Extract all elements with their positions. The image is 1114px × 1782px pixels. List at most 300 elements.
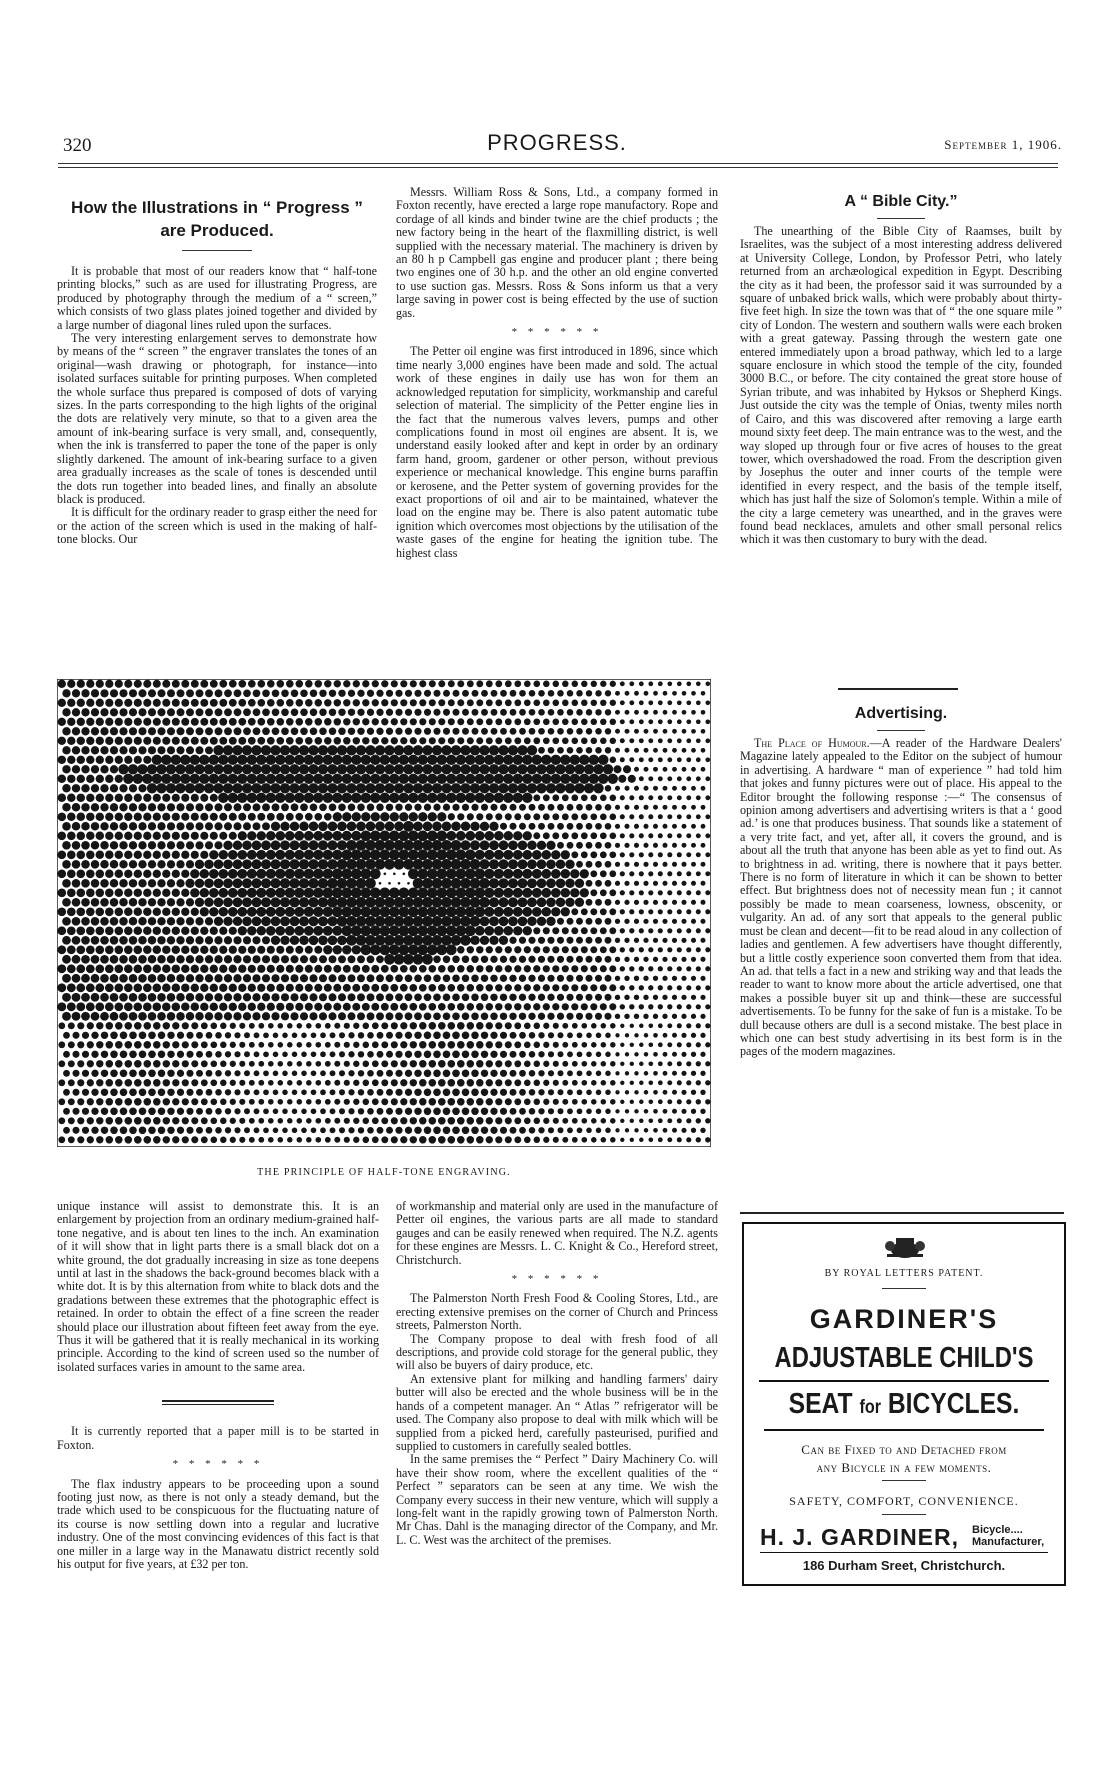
halftone-dot bbox=[546, 841, 555, 850]
halftone-dot bbox=[610, 738, 616, 744]
halftone-dot bbox=[476, 813, 483, 820]
halftone-dot bbox=[595, 975, 602, 982]
halftone-dot bbox=[395, 804, 402, 811]
halftone-dot bbox=[286, 965, 294, 973]
halftone-dot bbox=[143, 680, 151, 688]
halftone-dot bbox=[87, 1117, 94, 1124]
halftone-dot bbox=[419, 1060, 427, 1068]
halftone-dot bbox=[686, 1137, 691, 1142]
halftone-dot bbox=[357, 804, 365, 812]
halftone-dot bbox=[620, 909, 625, 914]
halftone-dot bbox=[286, 946, 294, 954]
halftone-dot bbox=[522, 793, 532, 803]
halftone-dot bbox=[672, 1052, 677, 1057]
halftone-dot bbox=[351, 906, 362, 917]
halftone-dot bbox=[324, 699, 331, 706]
halftone-dot bbox=[462, 690, 469, 697]
halftone-dot bbox=[663, 710, 668, 715]
halftone-dot bbox=[124, 737, 132, 745]
halftone-dot bbox=[233, 897, 243, 907]
halftone-dot bbox=[96, 756, 104, 764]
halftone-dot bbox=[124, 983, 133, 992]
halftone-dot bbox=[682, 691, 687, 696]
halftone-dot bbox=[615, 729, 620, 734]
halftone-dot bbox=[413, 935, 424, 946]
halftone-dot bbox=[309, 974, 317, 982]
halftone-dot bbox=[190, 869, 199, 878]
halftone-dot bbox=[244, 1051, 250, 1057]
halftone-dot bbox=[185, 879, 194, 888]
halftone-dot bbox=[239, 1099, 245, 1105]
halftone-dot bbox=[566, 994, 573, 1001]
halftone-dot bbox=[124, 680, 132, 688]
halftone-dot bbox=[513, 850, 523, 860]
halftone-dot bbox=[383, 872, 386, 875]
halftone-dot bbox=[514, 1079, 521, 1086]
halftone-dot bbox=[705, 833, 710, 838]
halftone-dot bbox=[230, 1118, 236, 1124]
halftone-dot bbox=[686, 966, 691, 971]
halftone-dot bbox=[120, 1127, 128, 1135]
halftone-dot bbox=[422, 745, 432, 755]
halftone-dot bbox=[232, 764, 242, 774]
halftone-dot bbox=[327, 764, 337, 774]
halftone-dot bbox=[432, 745, 442, 755]
halftone-dot bbox=[658, 700, 663, 705]
halftone-dot bbox=[139, 1088, 147, 1096]
halftone-dot bbox=[451, 822, 461, 832]
halftone-dot bbox=[223, 859, 233, 869]
halftone-dot bbox=[639, 681, 644, 686]
halftone-dot bbox=[58, 1136, 65, 1143]
halftone-dot bbox=[176, 746, 184, 754]
halftone-dot bbox=[447, 1079, 455, 1087]
halftone-dot bbox=[467, 965, 474, 972]
halftone-dot bbox=[63, 1051, 70, 1058]
halftone-dot bbox=[62, 689, 70, 697]
halftone-dot bbox=[248, 965, 256, 973]
halftone-dot bbox=[86, 889, 95, 898]
halftone-dot bbox=[536, 764, 546, 774]
halftone-dot bbox=[318, 764, 328, 774]
halftone-dot bbox=[286, 1003, 294, 1011]
halftone-dot bbox=[234, 803, 242, 811]
halftone-dot bbox=[457, 965, 465, 973]
halftone-dot bbox=[297, 1099, 303, 1105]
halftone-dot bbox=[327, 745, 337, 755]
halftone-dot bbox=[691, 862, 696, 867]
halftone-dot bbox=[181, 718, 189, 726]
halftone-dot bbox=[475, 831, 485, 841]
halftone-dot bbox=[362, 1003, 370, 1011]
halftone-dot bbox=[408, 755, 418, 765]
halftone-dot bbox=[495, 965, 502, 972]
halftone-dot bbox=[129, 1126, 137, 1134]
halftone-dot bbox=[467, 1098, 475, 1106]
halftone-dot bbox=[153, 1041, 161, 1049]
halftone-dot bbox=[653, 1014, 658, 1019]
halftone-dot bbox=[495, 699, 502, 706]
halftone-dot bbox=[323, 774, 333, 784]
halftone-dot bbox=[644, 1033, 649, 1038]
halftone-dot bbox=[148, 1070, 156, 1078]
halftone-dot bbox=[313, 793, 323, 803]
halftone-dot bbox=[480, 822, 489, 831]
halftone-dot bbox=[427, 755, 437, 765]
paragraph: The Petter oil engine was first introduced in 1896, since which time nearly 3,000 engines have been made and sold. The actual work of these engines in daily use has won for them an acknowledged reputation for simplicity, workmanship and careful selection of material. The simplicity of the Petter engine lies in the fact that the numerous valves levers, pumps and other complications found in most oil engines are absent. It is, we understand easily looked after and kept in order by an ordinary farm hand, groom, gardener or other person, without previous experience or mechanical knowledge. This engine burns paraffin or kerosene, and the Petter system of governing provides for the exact proportions of oil and air to be maintained, whatever the load on the engine may be. There is also patent automatic tube ignition which overcomes most objections by the utilisation of the waste gases of the engine for heating the ignition tube. The highest class bbox=[396, 344, 718, 560]
halftone-dot bbox=[110, 1108, 118, 1116]
halftone-dot bbox=[182, 1022, 189, 1029]
paragraph: It is probable that most of our readers know that “ half-tone printing blocks,” such as are used for illustrating Progress, are produced by photography through the medium of a “ screen,” which consists of two glass plates joined together and divided by a large number of diagonal lines ruled upon the surfaces. bbox=[57, 264, 377, 332]
halftone-dot bbox=[457, 718, 464, 725]
halftone-dot bbox=[134, 756, 142, 764]
halftone-dot bbox=[360, 830, 371, 841]
halftone-dot bbox=[408, 793, 418, 803]
halftone-dot bbox=[57, 1002, 66, 1011]
halftone-dot bbox=[534, 1137, 540, 1143]
halftone-dot bbox=[658, 738, 663, 743]
halftone-dot bbox=[484, 926, 494, 936]
halftone-dot bbox=[281, 1012, 289, 1020]
halftone-dot bbox=[334, 737, 342, 745]
halftone-dot bbox=[527, 783, 537, 793]
halftone-dot bbox=[639, 1100, 644, 1105]
halftone-dot bbox=[343, 965, 351, 973]
halftone-dot bbox=[124, 718, 132, 726]
halftone-dot bbox=[438, 1136, 446, 1144]
middle-column-top bbox=[396, 186, 718, 560]
halftone-dot bbox=[275, 755, 285, 765]
halftone-dot bbox=[441, 783, 451, 793]
halftone-dot bbox=[391, 1117, 398, 1124]
halftone-dot bbox=[489, 859, 499, 869]
halftone-dot bbox=[262, 936, 270, 944]
halftone-dot bbox=[479, 878, 490, 889]
halftone-dot bbox=[585, 975, 592, 982]
halftone-dot bbox=[500, 1051, 507, 1058]
halftone-dot bbox=[367, 1032, 374, 1039]
halftone-dot bbox=[418, 793, 428, 803]
halftone-dot bbox=[295, 984, 303, 992]
halftone-dot bbox=[432, 764, 442, 774]
halftone-dot bbox=[324, 1003, 332, 1011]
halftone-dot bbox=[557, 918, 564, 925]
halftone-dot bbox=[591, 1118, 597, 1124]
halftone-dot bbox=[586, 690, 592, 696]
halftone-dot bbox=[491, 690, 498, 697]
halftone-dot bbox=[305, 737, 313, 745]
halftone-dot bbox=[610, 719, 616, 725]
halftone-dot bbox=[252, 936, 260, 944]
halftone-dot bbox=[223, 783, 233, 793]
halftone-dot bbox=[247, 888, 257, 898]
halftone-dot bbox=[489, 897, 499, 907]
halftone-dot bbox=[441, 764, 451, 774]
halftone-dot bbox=[538, 1013, 545, 1020]
halftone-dot bbox=[413, 821, 423, 831]
halftone-dot bbox=[460, 783, 470, 793]
halftone-dot bbox=[639, 1004, 644, 1009]
halftone-dot bbox=[648, 890, 653, 895]
halftone-dot bbox=[124, 699, 132, 707]
halftone-dot bbox=[186, 746, 194, 754]
halftone-dot bbox=[297, 1042, 303, 1048]
halftone-dot bbox=[519, 804, 526, 811]
halftone-dot bbox=[286, 813, 294, 821]
halftone-dot bbox=[153, 927, 161, 935]
halftone-dot bbox=[346, 783, 356, 793]
halftone-dot bbox=[191, 851, 199, 859]
halftone-dot bbox=[615, 843, 620, 848]
halftone-dot bbox=[400, 1003, 408, 1011]
halftone-dot bbox=[252, 955, 260, 963]
halftone-dot bbox=[705, 757, 710, 762]
halftone-dot bbox=[510, 1051, 517, 1058]
halftone-dot bbox=[533, 946, 540, 953]
halftone-dot bbox=[82, 1070, 89, 1077]
halftone-dot bbox=[620, 966, 625, 971]
halftone-dot bbox=[357, 690, 364, 697]
halftone-dot bbox=[681, 919, 686, 924]
halftone-dot bbox=[143, 737, 151, 745]
halftone-dot bbox=[318, 745, 328, 755]
halftone-dot bbox=[101, 1089, 108, 1096]
halftone-dot bbox=[605, 975, 612, 982]
halftone-dot bbox=[313, 850, 323, 860]
halftone-dot bbox=[314, 1003, 322, 1011]
halftone-dot bbox=[476, 1060, 483, 1067]
halftone-dot bbox=[297, 1137, 303, 1143]
halftone-dot bbox=[219, 813, 227, 821]
halftone-dot bbox=[536, 783, 546, 793]
halftone-dot bbox=[167, 841, 175, 849]
halftone-dot bbox=[486, 1136, 493, 1143]
halftone-dot bbox=[148, 936, 157, 945]
halftone-dot bbox=[400, 718, 407, 725]
halftone-dot bbox=[490, 1127, 497, 1134]
halftone-dot bbox=[257, 831, 266, 840]
halftone-dot bbox=[304, 850, 314, 860]
halftone-dot bbox=[639, 795, 644, 800]
halftone-dot bbox=[394, 859, 405, 870]
halftone-dot bbox=[467, 1136, 475, 1144]
halftone-dot bbox=[96, 870, 105, 879]
halftone-dot bbox=[625, 748, 630, 753]
halftone-dot bbox=[362, 737, 369, 744]
halftone-dot bbox=[195, 936, 203, 944]
halftone-dot bbox=[571, 965, 578, 972]
paragraph: An extensive plant for milking and handling farmers' dairy butter will also be erected and the whole business will be in the hands of a competent manager. An “ Atlas ” refrigerator will be used. The Company also propose to deal with milk which will be supplied from a picked herd, carefully pasteurised, purified and supplied to customers in carefully sealed bottles. bbox=[396, 1371, 718, 1453]
halftone-dot bbox=[533, 680, 540, 687]
halftone-dot bbox=[310, 690, 318, 698]
halftone-dot bbox=[229, 984, 237, 992]
halftone-dot bbox=[577, 1127, 583, 1133]
halftone-dot bbox=[237, 755, 247, 765]
halftone-dot bbox=[229, 965, 237, 973]
halftone-dot bbox=[273, 1109, 279, 1115]
halftone-dot bbox=[138, 803, 146, 811]
halftone-dot bbox=[663, 805, 668, 810]
halftone-dot bbox=[190, 888, 199, 897]
halftone-dot bbox=[575, 898, 584, 907]
halftone-dot bbox=[372, 1136, 379, 1143]
halftone-dot bbox=[148, 1089, 156, 1097]
halftone-dot bbox=[532, 755, 542, 765]
halftone-dot bbox=[96, 775, 104, 783]
halftone-dot bbox=[272, 727, 280, 735]
halftone-dot bbox=[371, 1003, 379, 1011]
halftone-dot bbox=[484, 793, 494, 803]
halftone-dot bbox=[384, 745, 394, 755]
halftone-dot bbox=[644, 748, 649, 753]
halftone-dot bbox=[209, 850, 218, 859]
halftone-dot bbox=[609, 832, 616, 839]
halftone-dot bbox=[276, 1003, 284, 1011]
halftone-dot bbox=[139, 1050, 147, 1058]
halftone-dot bbox=[672, 710, 677, 715]
halftone-dot bbox=[414, 709, 421, 716]
halftone-dot bbox=[266, 755, 276, 765]
halftone-dot bbox=[667, 700, 672, 705]
halftone-dot bbox=[176, 955, 184, 963]
halftone-dot bbox=[215, 1051, 222, 1058]
halftone-dot bbox=[438, 1098, 446, 1106]
halftone-dot bbox=[247, 793, 257, 803]
halftone-dot bbox=[490, 1013, 498, 1021]
halftone-dot bbox=[134, 1117, 142, 1125]
halftone-dot bbox=[58, 680, 66, 688]
halftone-dot bbox=[600, 738, 607, 745]
halftone-dot bbox=[77, 1041, 84, 1048]
halftone-dot bbox=[263, 1127, 269, 1133]
halftone-dot bbox=[367, 1051, 374, 1058]
halftone-dot bbox=[467, 1003, 475, 1011]
halftone-dot bbox=[442, 821, 452, 831]
halftone-dot bbox=[294, 907, 304, 917]
article-bible-city bbox=[740, 192, 1062, 547]
halftone-dot bbox=[306, 1061, 312, 1067]
halftone-dot bbox=[81, 822, 90, 831]
halftone-dot bbox=[548, 1127, 554, 1133]
halftone-dot bbox=[81, 841, 90, 850]
halftone-dot bbox=[543, 832, 550, 839]
halftone-dot bbox=[367, 709, 374, 716]
halftone-dot bbox=[620, 1043, 624, 1047]
halftone-dot bbox=[691, 805, 696, 810]
halftone-dot bbox=[584, 764, 594, 774]
halftone-dot bbox=[413, 745, 423, 755]
halftone-dot bbox=[630, 1081, 634, 1085]
halftone-dot bbox=[486, 1079, 493, 1086]
halftone-dot bbox=[400, 1041, 407, 1048]
halftone-dot bbox=[514, 984, 521, 991]
halftone-dot bbox=[167, 993, 176, 1002]
halftone-dot bbox=[529, 823, 536, 830]
halftone-dot bbox=[438, 680, 445, 687]
halftone-dot bbox=[386, 1032, 393, 1039]
halftone-dot bbox=[576, 823, 583, 830]
halftone-dot bbox=[287, 1080, 293, 1086]
halftone-dot bbox=[294, 793, 304, 803]
halftone-dot bbox=[129, 1107, 137, 1115]
halftone-dot bbox=[438, 1060, 446, 1068]
halftone-dot bbox=[476, 1003, 484, 1011]
halftone-dot bbox=[460, 840, 470, 850]
halftone-dot bbox=[615, 710, 620, 715]
halftone-dot bbox=[68, 1022, 75, 1029]
halftone-dot bbox=[556, 878, 566, 888]
section-stars: * * * * * * bbox=[511, 1273, 603, 1286]
halftone-dot bbox=[182, 1079, 189, 1086]
halftone-dot bbox=[457, 1079, 465, 1087]
halftone-dot bbox=[663, 767, 668, 772]
halftone-dot bbox=[339, 1070, 345, 1076]
halftone-dot bbox=[195, 879, 204, 888]
halftone-dot bbox=[215, 1032, 222, 1039]
halftone-dot bbox=[318, 859, 328, 869]
halftone-dot bbox=[205, 727, 213, 735]
halftone-dot bbox=[691, 900, 696, 905]
halftone-dot bbox=[110, 955, 119, 964]
halftone-dot bbox=[100, 841, 108, 849]
halftone-dot bbox=[394, 954, 405, 965]
halftone-dot bbox=[124, 1117, 132, 1125]
halftone-dot bbox=[115, 737, 123, 745]
halftone-dot bbox=[249, 1080, 255, 1086]
halftone-dot bbox=[409, 965, 417, 973]
halftone-dot bbox=[101, 1032, 108, 1039]
halftone-dot bbox=[398, 882, 401, 885]
halftone-dot bbox=[376, 993, 384, 1001]
halftone-dot bbox=[495, 1079, 502, 1086]
halftone-dot bbox=[334, 1099, 340, 1105]
halftone-dot bbox=[601, 1080, 607, 1086]
halftone-dot bbox=[243, 822, 251, 830]
halftone-dot bbox=[248, 946, 256, 954]
halftone-dot bbox=[422, 840, 433, 851]
halftone-dot bbox=[153, 718, 161, 726]
halftone-dot bbox=[181, 851, 189, 859]
halftone-dot bbox=[172, 946, 180, 954]
halftone-dot bbox=[448, 813, 455, 820]
halftone-dot bbox=[58, 718, 66, 726]
halftone-dot bbox=[399, 812, 408, 821]
halftone-dot bbox=[408, 944, 419, 955]
halftone-dot bbox=[239, 1118, 245, 1124]
halftone-dot bbox=[375, 764, 385, 774]
halftone-dot bbox=[105, 983, 114, 992]
halftone-dot bbox=[186, 1127, 193, 1134]
halftone-dot bbox=[672, 900, 677, 905]
halftone-dot bbox=[324, 680, 331, 687]
halftone-dot bbox=[524, 1003, 531, 1010]
halftone-dot bbox=[663, 729, 668, 734]
halftone-dot bbox=[308, 745, 318, 755]
halftone-dot bbox=[134, 1060, 142, 1068]
halftone-dot bbox=[462, 804, 469, 811]
halftone-dot bbox=[191, 1117, 198, 1124]
halftone-dot bbox=[77, 1079, 84, 1086]
halftone-dot bbox=[100, 765, 108, 773]
halftone-dot bbox=[490, 994, 497, 1001]
halftone-dot bbox=[686, 1004, 691, 1009]
halftone-dot bbox=[191, 1079, 198, 1086]
halftone-dot bbox=[452, 1088, 460, 1096]
halftone-dot bbox=[410, 1041, 417, 1048]
halftone-dot bbox=[566, 918, 573, 925]
halftone-dot bbox=[172, 870, 180, 878]
halftone-dot bbox=[429, 1079, 437, 1087]
